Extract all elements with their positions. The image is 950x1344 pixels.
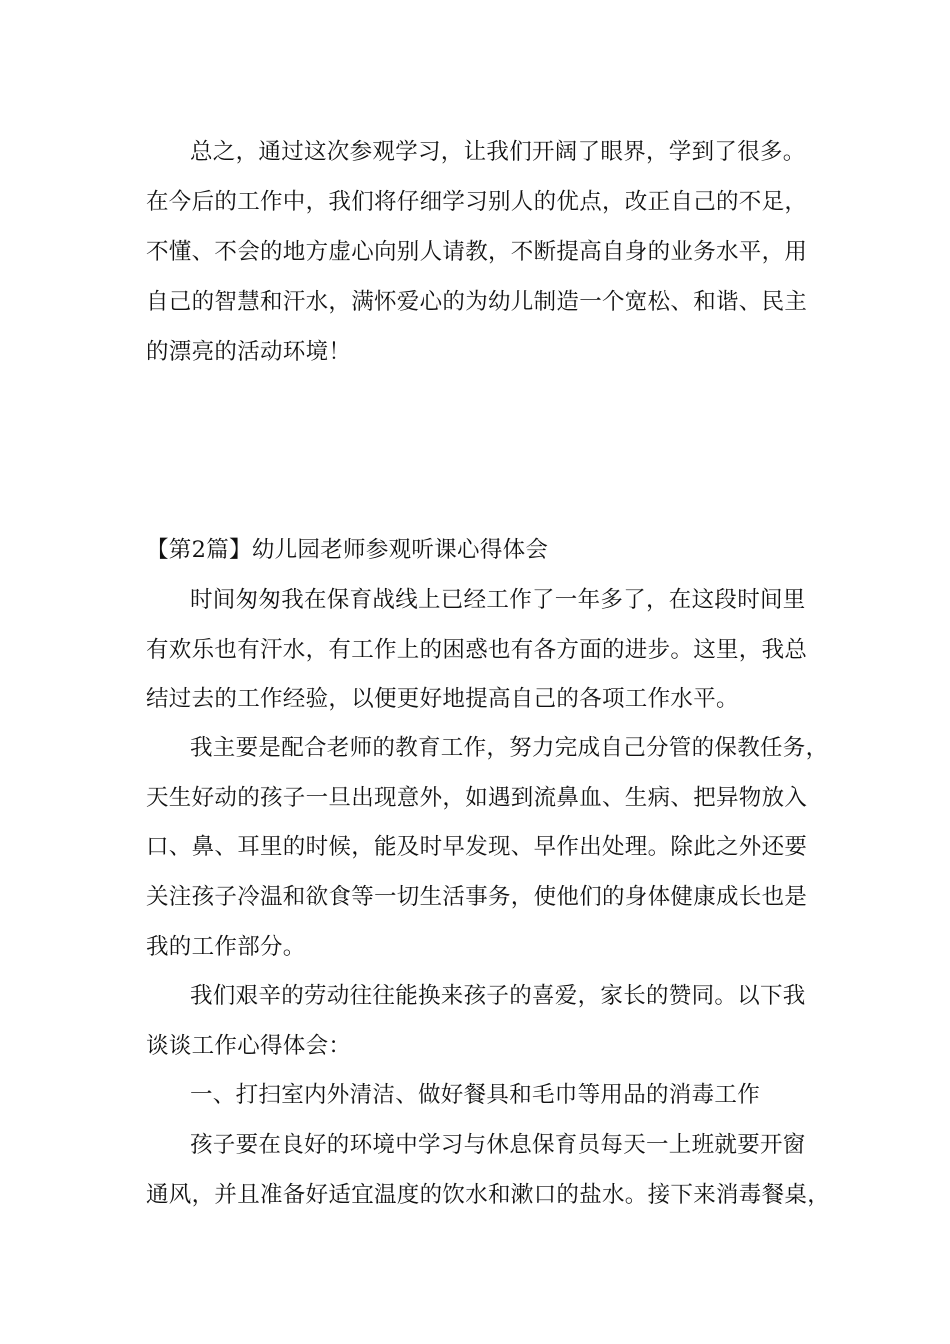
subsection-heading: 一、打扫室内外清洁、做好餐具和毛巾等用品的消毒工作 (190, 1082, 761, 1108)
paragraph-line: 有欢乐也有汗水，有工作上的困惑也有各方面的进步。这里，我总 (146, 637, 808, 663)
paragraph-line: 关注孩子冷温和欲食等一切生活事务，使他们的身体健康成长也是 (146, 884, 808, 910)
paragraph-line: 结过去的工作经验，以便更好地提高自己的各项工作水平。 (146, 686, 739, 712)
paragraph-line: 总之，通过这次参观学习，让我们开阔了眼界，学到了很多。 (190, 139, 806, 165)
paragraph-line: 我们艰辛的劳动往往能换来孩子的喜爱，家长的赞同。以下我 (190, 983, 806, 1009)
paragraph-line: 的漂亮的活动环境！ (146, 339, 352, 365)
section-heading: 【第2篇】幼儿园老师参观听课心得体会 (146, 537, 549, 563)
paragraph-line: 谈谈工作心得体会： (146, 1033, 352, 1059)
paragraph-line: 不懂、不会的地方虚心向别人请教，不断提高自身的业务水平，用 (146, 239, 808, 265)
paragraph-line: 孩子要在良好的环境中学习与休息保育员每天一上班就要开窗 (190, 1132, 806, 1158)
paragraph-line: 时间匆匆我在保育战线上已经工作了一年多了，在这段时间里 (190, 587, 806, 613)
paragraph-line: 在今后的工作中，我们将仔细学习别人的优点，改正自己的不足， (146, 189, 808, 215)
paragraph-line: 天生好动的孩子一旦出现意外，如遇到流鼻血、生病、把异物放入 (146, 785, 808, 811)
paragraph-line: 自己的智慧和汗水，满怀爱心的为幼儿制造一个宽松、和谐、民主 (146, 289, 808, 315)
paragraph-line: 通风，并且准备好适宜温度的饮水和漱口的盐水。接下来消毒餐桌， (146, 1182, 831, 1208)
paragraph-line: 我主要是配合老师的教育工作，努力完成自己分管的保教任务， (190, 735, 829, 761)
paragraph-line: 我的工作部分。 (146, 934, 306, 960)
paragraph-line: 口、鼻、耳里的时候，能及时早发现、早作出处理。除此之外还要 (146, 834, 808, 860)
